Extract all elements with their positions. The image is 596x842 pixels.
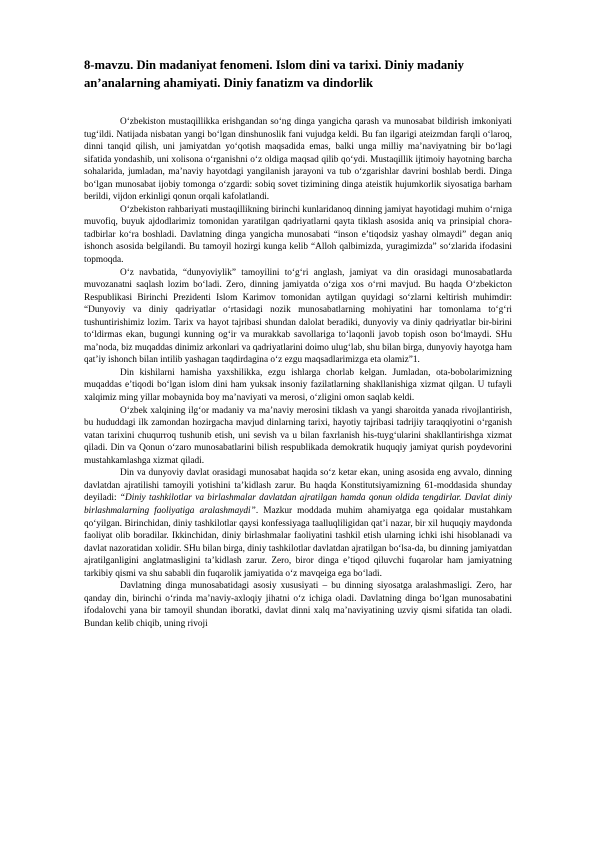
paragraph-6-text-start: Din va dunyoviy davlat orasidagi munosabat haqida so‘z ketar ekan, uning asosida eng avvalo, dinning davlatdan ajratilishi tamoyili yotishini ta’kidlash zarur. Bu haqda Konstitutsiyamizning 61-moddasida shunday deyiladi: (84, 468, 512, 504)
paragraph-6-text-end: . Mazkur moddada muhim ahamiyatga ega qoidalar mustahkam qo‘yilgan. Birinchidan, diniy tashkilotlar qaysi konfessiyaga taalluqliligidan qat’i nazar, bir xil huquqiy maydonda faoliyat olib boradilar. Ikkinchidan, diniy birlashmalar faoliyatini tashkil etish ularning ichki ishi hisoblanadi va davlat nazoratidan xolidir. SHu bilan birga, diniy tashkilotlar davlatdan ajratilgan bo‘lsa-da, bu dinning jamiyatdan ajratilganligini anglatmasligini ta’kidlash zarur. Zero, biror dinga e’tiqod qiluvchi fuqarolar ham jamiyatning tarkibiy qismi va shu sababli din fuqarolik jamiyatida o‘z mavqeiga ega bo‘ladi. (84, 505, 512, 579)
paragraph-1: O‘zbekiston mustaqillikka erishgandan so‘ng dinga yangicha qarash va munosabat bildirish imkoniyati tug‘ildi. Natijada nisbatan yangi bo‘lgan dinshunoslik fani vujudga keldi. Bu fan ilgarigi ateizmdan farqli o‘laroq, dinni tanqid qilish, uni jamiyatdan yo‘qotish maqsadida emas, balki unga milliy ma’naviyatning bir bo‘lagi sifatida yondashib, uni xolisona o‘rganishni o‘z oldiga maqsad qilib qo‘ydi. Mustaqillik ijtimoiy hayotning barcha sohalarida, jumladan, ma’naviy hayotdagi yangilanish jarayoni va tub o‘zgarishlar davrini boshlab berdi. Dinga bo‘lgan munosabat ijobiy tomonga o‘zgardi: sobiq sovet tizimining dinga ateistik hujumkorlik siyosatiga barham berildi, vijdon erkinligi qonun orqali kafolatlandi. (84, 117, 512, 203)
constitution-quote: “Diniy tashkilotlar va birlashmalar davlatdan ajratilgan hamda qonun oldida tengdirlar. Davlat diniy birlashmalarning faoliyatiga aralashmaydi” (84, 493, 513, 516)
document-page (84, 56, 512, 630)
paragraph-2: O‘zbekiston rahbariyati mustaqillikning birinchi kunlaridanoq dinning jamiyat hayotidagi muhim o‘rniga muvofiq, buyuk ajdodlarimiz tomonidan yaratilgan qadriyatlarni qayta tiklash asosida aniq va prinsipial chora-tadbirlar ko‘ra boshladi. Davlatning dinga yangicha munosabati “inson e’tiqodsiz yashay olmaydi” degan aniq ishonch asosida belgilandi. Bu tamoyil hozirgi kunga kelib “Alloh qalbimizda, yuragimizda” so‘zlarida ifodasini topmoqda. (84, 204, 512, 266)
document-body (84, 116, 512, 630)
paragraph-4: Din kishilarni hamisha yaxshilikka, ezgu ishlarga chorlab kelgan. Jumladan, ota-bobolarimizning muqaddas e’tiqodi bo‘lgan islom dini ham yuksak insoniy fazilatlarning shakllanishiga xizmat qilgan. U tufayli xalqimiz ming yillar mobaynida boy ma’naviyati va merosi, o‘zligini omon saqlab keldi. (84, 367, 512, 404)
paragraph-7: Davlatning dinga munosabatidagi asosiy xususiyati – bu dinning siyosatga aralashmasligi. Zero, har qanday din, birinchi o‘rinda ma’naviy-axloqiy jihatni o‘z ichiga oladi. Davlatning dinga bo‘lgan munosabatini ifodalovchi yana bir tamoyil shundan iboratki, davlat dinni xalq ma’naviyatining uzviy qismi sifatida tan oladi. Bundan kelib chiqib, uning rivoji (84, 581, 512, 629)
paragraph-6 (84, 467, 512, 580)
paragraph-3: O‘z navbatida, “dunyoviylik” tamoyilini to‘g‘ri anglash, jamiyat va din orasidagi munosabatlarda muvozanatni saqlash lozim bo‘ladi. Zero, dinning jamiyatda o‘ziga xos o‘rni mavjud. Bu haqda O‘zbekicton Respublikasi Birinchi Prezidenti Islom Karimov tomonidan aytilgan quyidagi so‘zlarni keltirish muhimdir: “Dunyoviy va diniy qadriyatlar o‘rtasidagi nozik munosabatlarning mohiyatini har tomonlama to‘g‘ri tushuntirishimiz lozim. Tarix va hayot tajribasi shundan dalolat beradiki, dunyoviy va diniy qadriyatlar bir-birini to‘ldirmas ekan, bugungi kunning og‘ir va murakkab savollariga to‘laqonli javob topish oson bo‘lmaydi. SHu ma’noda, biz muqaddas dinimiz arkonlari va qadriyatlarini doimo ulug‘lab, shu bilan birga, dunyoviy hayotga ham qat’iy ishonch bilan intilib yashagan taqdirdagina o‘z ezgu maqsadlarimizga eta olamiz”1. (84, 267, 512, 366)
page-title: 8-mavzu. Din madaniyat fenomeni. Islom dini va tarixi. Diniy madaniy an’analarning ahamiyati. Diniy fanatizm va dindorlik (84, 58, 464, 90)
paragraph-5: O‘zbek xalqining ilg‘or madaniy va ma’naviy merosini tiklash va yangi sharoitda yanada rivojlantirish, bu hududdagi ilk zamondan hozirgacha mavjud dinlarning tarixi, hayotiy tajribasi tadrijiy taraqqiyotini o‘rganish vatan tarixini chuqurroq tushunib etish, uni sevish va u bilan faxrlanish his-tuyg‘ularini shakllantirishga xizmat qiladi. Din va Qonun o‘zaro munosabatlarini bilish respublikada demokratik huquqiy jamiyat qurish poydevorini mustahkamlashga xizmat qiladi. (84, 405, 512, 466)
